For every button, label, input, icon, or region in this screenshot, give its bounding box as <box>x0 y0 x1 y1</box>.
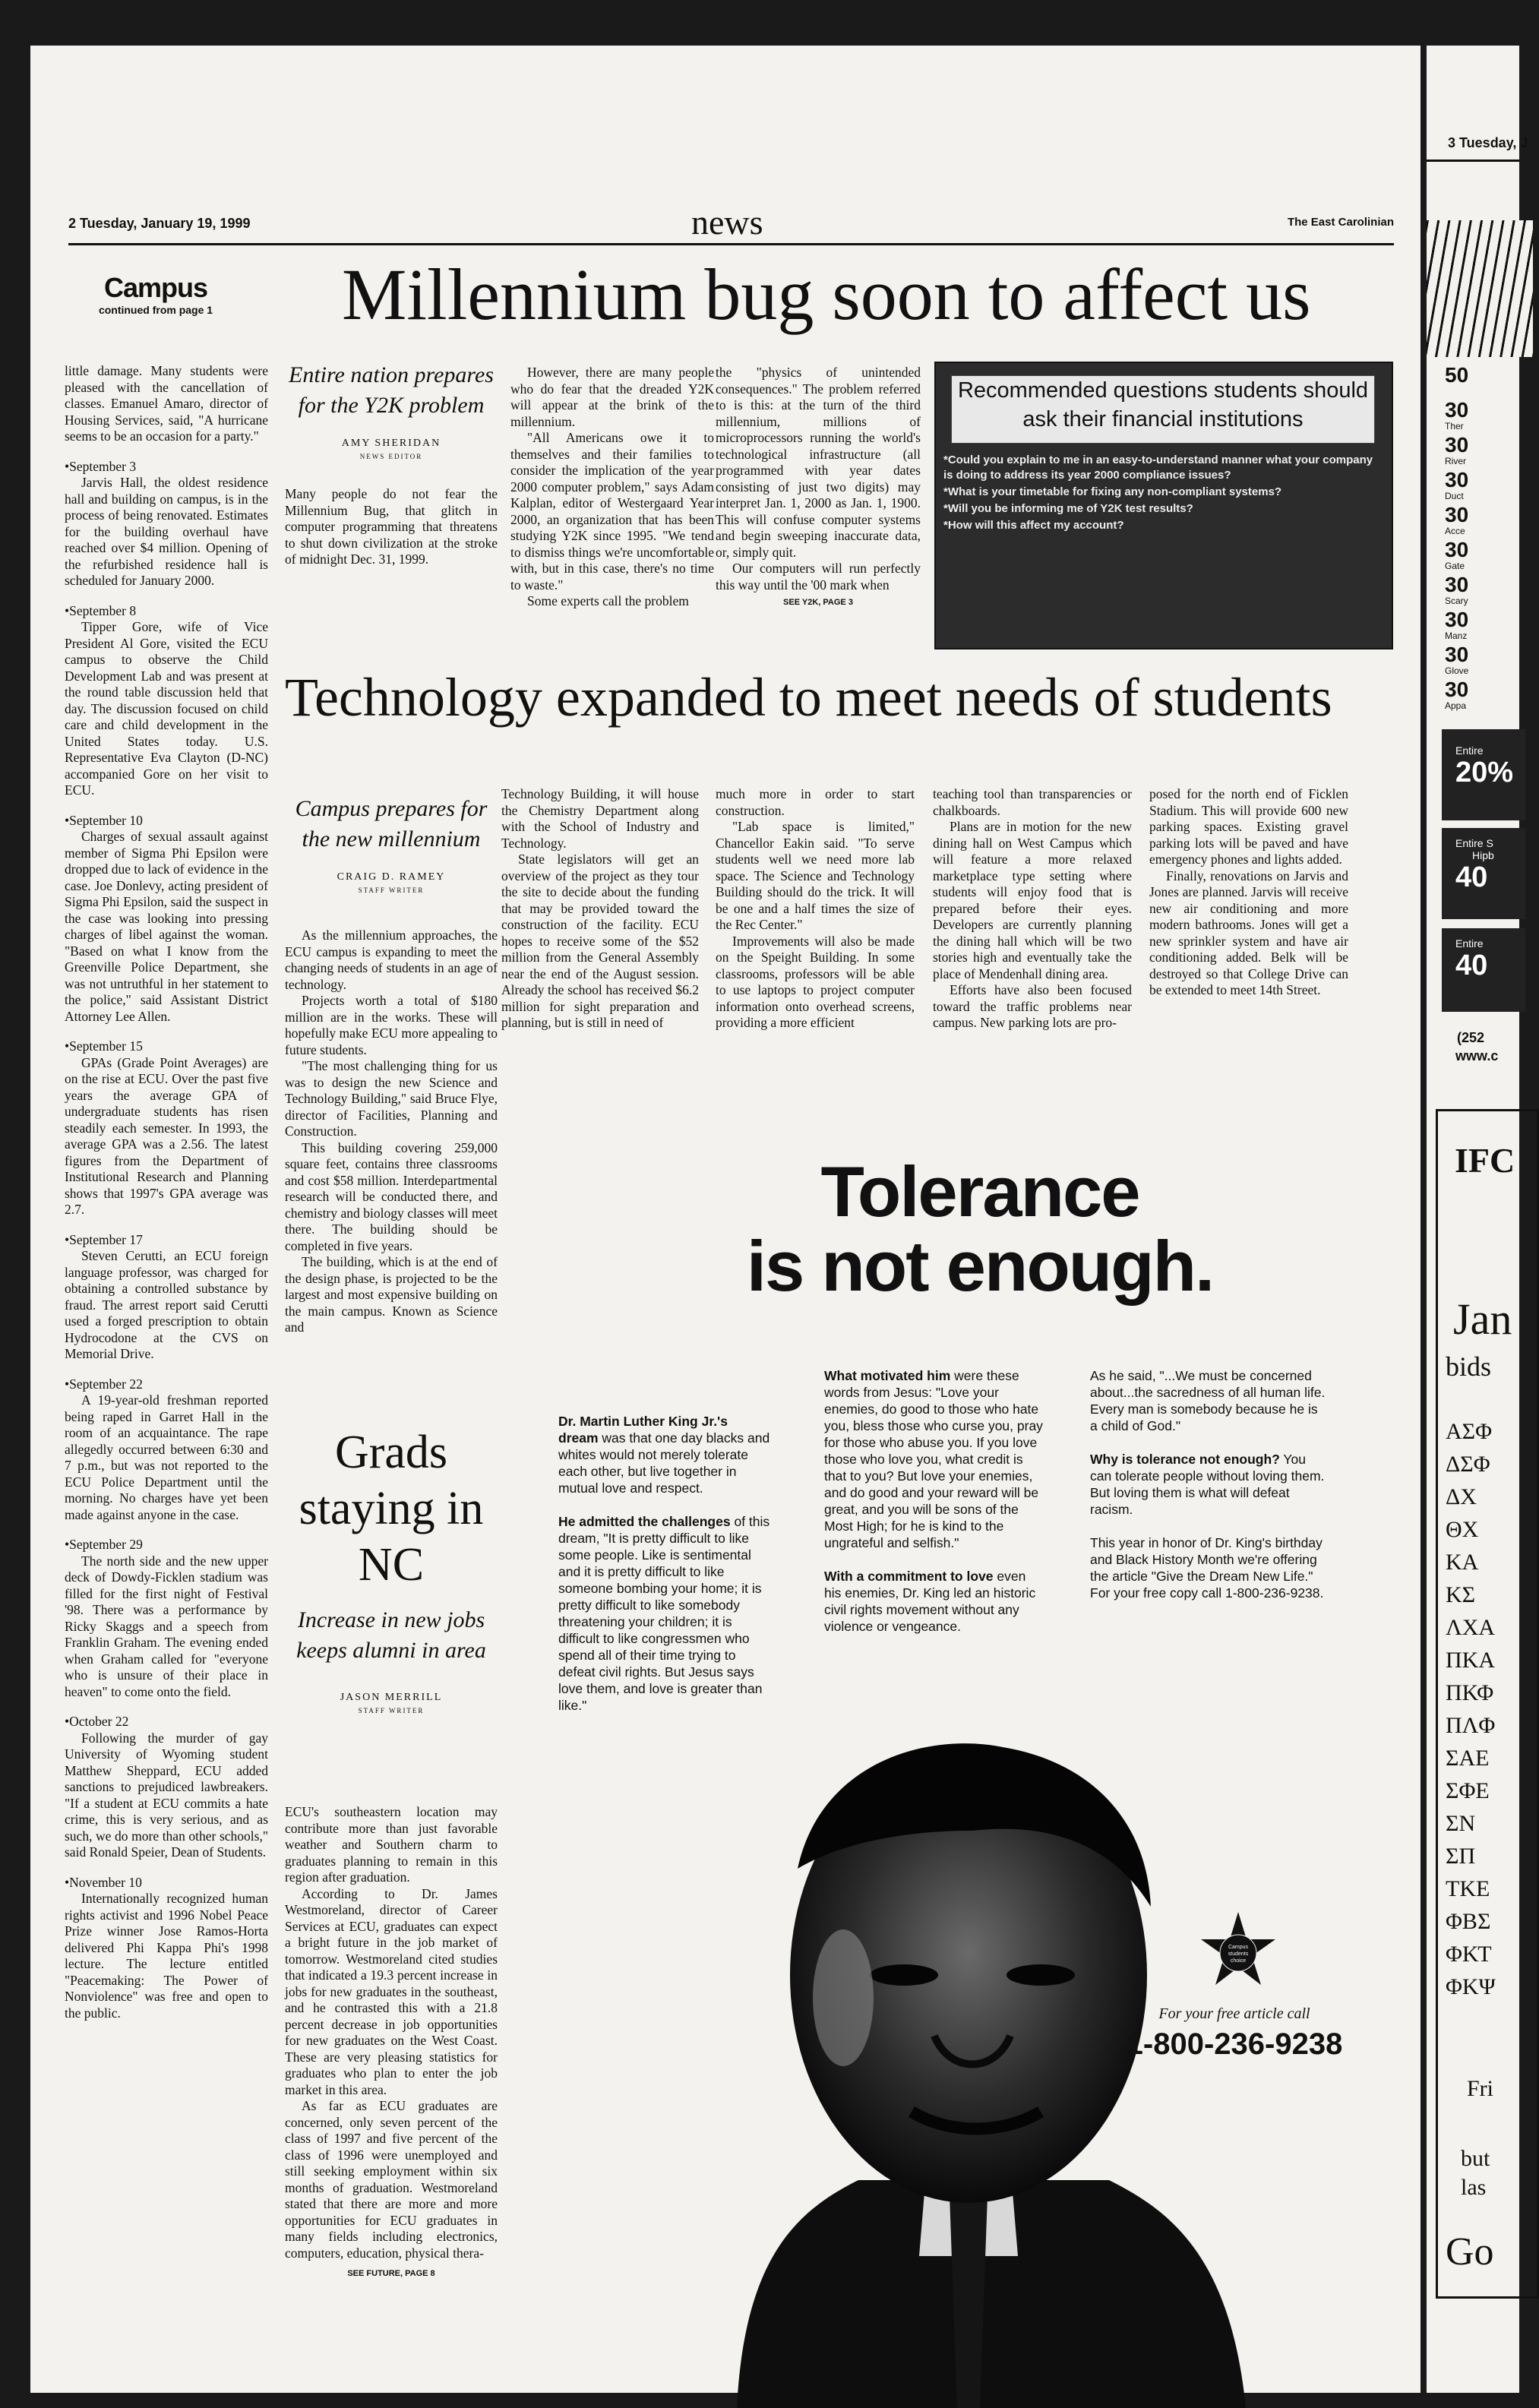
y2k-intro <box>285 360 498 568</box>
greek-chapter: ΚΑ <box>1446 1550 1479 1575</box>
event-date: •September 29 <box>65 1537 143 1552</box>
ad-paragraph <box>1090 1534 1326 1601</box>
ad-phone[interactable]: 1-800-236-9238 <box>1126 2027 1343 2061</box>
ad-paragraph-lead: Dr. Martin Luther King Jr.'s dream <box>558 1414 728 1446</box>
price-label: Glove <box>1445 665 1469 676</box>
y2k-jump[interactable]: SEE Y2K, PAGE 3 <box>783 598 853 607</box>
price-value: 30 <box>1445 643 1469 666</box>
ifc-box: IFC Jan bids ΑΣΦ ΔΣΦ ΔΧ ΘΧ ΚΑ ΚΣ ΛΧΑ ΠΚΑ ΠΚΦ ΠΛΦ ΣΑΕ ΣΦΕ ΣΝ ΣΠ ΤΚΕ ΦΒΣ ΦΚΤ ΦΚΨ Fri but las Go <box>1436 1109 1539 2299</box>
y2k-sidebar <box>934 362 1393 649</box>
price-label: Ther <box>1445 421 1464 431</box>
price-item <box>1445 469 1521 504</box>
campus-students-logo <box>1196 1910 1280 1994</box>
grads-jump[interactable]: SEE FUTURE, PAGE 8 <box>347 2269 435 2278</box>
greek-chapter: ΣΑΕ <box>1446 1746 1490 1771</box>
ad-paragraph <box>824 1367 1044 1551</box>
ad-paragraph-lead: With a commitment to love <box>824 1569 994 1584</box>
campus-column <box>65 363 268 2021</box>
greek-chapter: ΠΚΑ <box>1446 1648 1495 1673</box>
y2k-col2: However, there are many people who do fear that the dreaded Y2K will appear at the brink of the millennium. "All Americans owe it to themselves and their families to consider the implication of the year 2000 computer problem," says Adam Kalplan, editor of Westergaard Year 2000, an organization that has been studying Y2K since 1995. "We tend to dismiss things we're uncomfortable with, but in this case, there's no time to waste." Some experts call the problem <box>510 365 714 608</box>
greek-chapter: ΦΒΣ <box>1446 1909 1491 1934</box>
greek-chapter: ΣΝ <box>1446 1811 1476 1836</box>
campus-subtitle: continued from page 1 <box>98 304 213 316</box>
event-date: •November 10 <box>65 1874 142 1890</box>
greek-chapter: ΤΚΕ <box>1446 1876 1490 1901</box>
price-item <box>1445 644 1521 679</box>
tech-intro <box>285 794 498 1336</box>
ad-col2 <box>824 1367 1044 1651</box>
ad-headline: Tolerance is not enough. <box>746 1152 1214 1306</box>
y2k-col3: the "physics of unintended consequences." The problem referred to is this: at the turn of the third millennium, millions of microprocessors running the world's technological infrastructure (all programmed with year dates consisting of just two digits) may interpret Jan. 1, 2000 as Jan. 1, 1900. This will confuse computer systems and begin sweeping inaccurate data, or, simply quit. Our computers will run perfectly this way until the '00 mark when SEE Y2K, PAGE 3 <box>716 365 921 611</box>
header-date: 2 Tuesday, January 19, 1999 <box>68 216 251 231</box>
event-text: Tipper Gore, wife of Vice President Al Gore, visited the ECU campus to observe the Child Development Lab and was present at the round table discussion held that day. The discussion focused on child care and child development in the United States today. U.S. Representative Eva Clayton (D-NC) accompanied Gore on her visit to ECU. <box>65 619 268 798</box>
greek-chapter: ΔΧ <box>1446 1484 1477 1509</box>
newspaper-page <box>30 46 1420 2393</box>
campus-continued-box <box>49 272 262 316</box>
price-value: 50 <box>1445 363 1469 387</box>
ad-paragraph-text: of this dream, "It is pretty difficult to like some people. Like is sentimental and it is pretty difficult to like someone bombing your home; it is pretty difficult to like somebody threatening your children; it is difficult to like congressmen who spend all of their time trying to defeat civil rights. But Jesus says love them, and love is greater than like." <box>558 1514 770 1713</box>
greek-chapter: ΦΚΤ <box>1446 1942 1492 1967</box>
grads-intro <box>285 1424 498 1714</box>
y2k-headline: Millennium bug soon to affect us <box>342 254 1311 335</box>
ad-paragraph-lead: What motivated him <box>824 1368 951 1383</box>
price-value: 30 <box>1445 433 1469 457</box>
sidebar-item: *What is your timetable for fixing any non-compliant systems? <box>943 485 1282 498</box>
event-text: Charges of sexual assault against member of Sigma Phi Epsilon were dropped due to lack of evidence in the case. Joe Donlevy, acting president of Sigma Phi Epsilon, said the suspect in the case was looking into pressing charges of libel against the woman. "Based on what I know from the Greenville Police Department, she was not untruthful in her statement to the police," said Assistant District Attorney Lee Allen. <box>65 829 268 1024</box>
y2k-role: NEWS EDITOR <box>359 453 423 460</box>
greek-chapter: ΑΣΦ <box>1446 1419 1493 1444</box>
grads-headline: Grads staying in NC <box>299 1427 484 1591</box>
sidebar-list <box>943 453 1384 535</box>
event-date: •September 3 <box>65 458 137 474</box>
tech-role: STAFF WRITER <box>358 886 425 894</box>
greek-chapter: ΘΧ <box>1446 1517 1479 1542</box>
price-value: 30 <box>1445 503 1469 526</box>
event-text: Jarvis Hall, the oldest residence hall and building on campus, is in the process of being renovated. Estimates for the building overhaul have reached over $4 million. Opening of the refurbished residence hall is scheduled for January 2000. <box>65 475 268 588</box>
event-text: little damage. Many students were pleased with the cancellation of classes. Emanuel Amaro, director of Housing Services, said, "A hurricane seems to be an occasion for a party." <box>65 363 268 444</box>
event-text: A 19-year-old freshman reported being raped in Garret Hall in the room of an acquaintance. The rape allegedly occurred between 6:30 and 7 p.m., but was not reported to the ECU Police Department until the morning. No charges have yet been made against anyone in the case. <box>65 1392 268 1522</box>
tech-byline: CRAIG D. RAMEY <box>337 871 446 883</box>
price-item <box>1445 435 1521 469</box>
next-page-header: 3 Tuesday, J <box>1448 135 1528 150</box>
ad-paragraph-text: was that one day blacks and whites would not merely tolerate each other, but live together in mutual love and respect. <box>558 1430 770 1496</box>
tech-subhead: Campus prepares for the new millennium <box>295 796 488 852</box>
contact-phone: (252 <box>1457 1030 1485 1045</box>
price-value: 30 <box>1445 468 1469 491</box>
page-header <box>68 205 1394 245</box>
event-date: •September 22 <box>65 1376 143 1392</box>
event-text: Steven Cerutti, an ECU foreign language professor, was charged for obtaining a controlled substance by fraud. The arrest report said Cerutti used a forged prescription to obtain Hydrocodone at the CVS on Memorial Drive. <box>65 1248 268 1361</box>
greek-chapter: ΣΦΕ <box>1446 1778 1490 1803</box>
promo-box-2: Entire S Hipb 40 <box>1442 828 1525 919</box>
ad-paragraph <box>824 1568 1044 1635</box>
price-label: Appa <box>1445 700 1467 711</box>
price-item <box>1445 504 1521 539</box>
price-value: 30 <box>1445 678 1469 701</box>
grads-byline: JASON MERRILL <box>340 1692 443 1703</box>
ad-border <box>1427 220 1533 357</box>
greek-chapter: ΠΛΦ <box>1446 1713 1496 1738</box>
greek-chapter: ΣΠ <box>1446 1844 1476 1869</box>
price-label: River <box>1445 456 1467 466</box>
price-item <box>1445 609 1521 644</box>
ad-paragraph-text: You can tolerate people without loving them. But loving them is what will defeat racism. <box>1090 1452 1325 1517</box>
tech-col3: much more in order to start construction. "Lab space is limited," Chancellor Eakin said. "To serve students well we need more lab space. The Science and Technology Building should do the trick. It will be one and a half times the size of the Rec Center." Improvements will also be made on the Speight Building. In some classrooms, professors will be able to use laptops to project computer information onto overhead screens, providing a more efficient <box>716 786 915 1030</box>
ad-cta <box>1079 2005 1390 2062</box>
ad-paragraph-lead: Why is tolerance not enough? <box>1090 1452 1280 1467</box>
event-date: •September 8 <box>65 602 137 618</box>
greek-chapter: ΚΣ <box>1446 1582 1476 1607</box>
grads-role: STAFF WRITER <box>358 1707 425 1714</box>
ad-paragraph-text: As he said, "...We must be concerned about...the sacredness of all human life. Every man is somebody because he is a child of God." <box>1090 1368 1326 1433</box>
ad-paragraph <box>1090 1451 1326 1518</box>
y2k-byline: AMY SHERIDAN <box>341 438 441 449</box>
event-date: •September 17 <box>65 1231 143 1247</box>
greek-chapter: ΠΚΦ <box>1446 1680 1494 1705</box>
greek-chapter: ΦΚΨ <box>1446 1974 1496 1999</box>
price-item <box>1445 400 1521 435</box>
ad-paragraph-text: This year in honor of Dr. King's birthday and Black History Month we're offering the article "Give the Dream New Life." For your free copy call 1-800-236-9238. <box>1090 1535 1324 1601</box>
sidebar-item: *How will this affect my account? <box>943 519 1124 532</box>
y2k-col1: Many people do not fear the Millennium Bug, that glitch in computer programming that threatens to shut down civilization at the stroke of midnight Dec. 31, 1999. <box>285 486 498 567</box>
price-value: 30 <box>1445 398 1469 422</box>
greek-chapter: ΛΧΑ <box>1446 1615 1496 1640</box>
greek-chapter: ΔΣΦ <box>1446 1452 1490 1477</box>
free-article-text: For your free article call <box>1158 2005 1310 2022</box>
price-label: Duct <box>1445 491 1464 501</box>
sidebar-item: *Could you explain to me in an easy-to-understand manner what your company is doing to address its year 2000 compliance issues? <box>943 453 1373 482</box>
campus-title: Campus <box>103 272 208 303</box>
price-list <box>1445 365 1521 714</box>
price-label: Gate <box>1445 561 1465 571</box>
event-date: •September 10 <box>65 812 143 828</box>
tech-col1: As the millennium approaches, the ECU campus is expanding to meet the changing needs of students in an age of technology. Projects worth a total of $180 million are in the works. These will hopefully make ECU more appealing to future students. "The most challenging thing for us was to design the new Science and Technology Building," said Bruce Flye, director of Facilities, Planning and Construction. This building covering 259,000 square feet, contains three classrooms and cost $58 million. Interdepartmental research will be conducted there, and chemistry and biology classes will meet there. The building should be completed in five years. The building, which is at the end of the design phase, is projected to be the largest and most expensive building on the main campus. Known as Science and <box>285 927 498 1335</box>
promo-box-1: Entire 20% <box>1442 729 1525 820</box>
greek-list <box>1446 1415 1496 2003</box>
next-page-edge <box>1427 46 1528 2393</box>
contact-web: www.c <box>1455 1048 1499 1063</box>
event-text: Following the murder of gay University of Wyoming student Matthew Sheppard, ECU added sanctions to prejudiced lawbreakers. "If a student at ECU commits a hate crime, this is very serious, and as such, we do more than other schools," said Ronald Speier, Dean of Students. <box>65 1730 268 1860</box>
grads-subhead: Increase in new jobs keeps alumni in area <box>296 1607 486 1663</box>
price-item <box>1445 539 1521 574</box>
tech-col5: posed for the north end of Ficklen Stadium. This will provide 600 new parking spaces. Existing gravel parking lots will be paved and have emergency phones and lights added. Finally, renovations on Jarvis and Jones are planned. Jarvis will receive new air conditioning and more modern bathrooms. Jones will get a new sprinkler system and have air conditioning added. Belk will be destroyed so that College Drive can be extended to meet 14th Street. <box>1149 786 1348 997</box>
y2k-subhead: Entire nation prepares for the Y2K problem <box>289 362 494 418</box>
section-name: news <box>691 203 763 242</box>
tech-headline: Technology expanded to meet needs of students <box>285 667 1332 728</box>
ad-col3 <box>1090 1367 1326 1618</box>
ad-paragraph-text: were these words from Jesus: "Love your enemies, do good to those who hate you, bless those who curse you, pray for those who abuse you. If you love those who love you, what credit is that to you? But love your enemies, and do good and your reward will be great, and you will be sons of the Most High; for he is kind to the ungrateful and selfish." <box>824 1368 1043 1550</box>
sidebar-item: *Will you be informing me of Y2K test results? <box>943 502 1193 515</box>
promo-box-3: Entire 40 <box>1442 928 1525 1012</box>
price-label: Manz <box>1445 630 1468 641</box>
event-text: GPAs (Grade Point Averages) are on the rise at ECU. Over the past five years the average GPA of undergraduate students has risen steadily each semester. In 1993, the average GPA was a 2.56. The latest figures from the Department of Institutional Research and Planning shows that 1997's GPA average was 2.7. <box>65 1054 268 1217</box>
price-value: 30 <box>1445 608 1469 631</box>
price-value: 30 <box>1445 573 1469 596</box>
publication-name: The East Carolinian <box>1287 216 1394 229</box>
price-item <box>1445 365 1521 400</box>
price-label: Scary <box>1445 596 1468 606</box>
event-text: The north side and the new upper deck of Dowdy-Ficklen stadium was filled for the first night of Festival '98. There was a performance by Ricky Skaggs and a speech from Franklin Graham. The evening ended when Graham called for "everyone who is unsure of their place in heaven" to come onto the field. <box>65 1553 268 1699</box>
price-item <box>1445 574 1521 609</box>
price-value: 30 <box>1445 538 1469 561</box>
ad-paragraph <box>1090 1367 1326 1434</box>
ad-paragraph-lead: He admitted the challenges <box>558 1514 731 1529</box>
event-text: Internationally recognized human rights activist and 1996 Nobel Peace Prize winner Jose Ramos-Horta delivered Phi Kappa Phi's 1998 lecture. The lecture entitled "Peacemaking: The Power of Nonviolence" was free and open to the public. <box>65 1891 268 2021</box>
tech-col2: Technology Building, it will house the Chemistry Department along with the School of Industry and Technology. State legislators will get an overview of the project as they tour the site to decide about the funding that may be provided toward the construction of the facility. ECU hopes to receive some of the $52 million from the General Assembly near the end of the August session. Already the school has received $6.2 million for sight preparation and planning, but is still in need of <box>501 786 699 1030</box>
ad-paragraph <box>558 1413 771 1496</box>
ad-paragraph-text: even his enemies, Dr. King led an historic civil rights movement without any violence or vengeance. <box>824 1569 1036 1634</box>
logo-text: Campus students choice <box>1228 1945 1249 1964</box>
grads-col: ECU's southeastern location may contribute more than just favorable weather and Southern charm to graduates planning to remain in this region after graduation. According to Dr. James Westmoreland, director of Career Services at ECU, graduates can expect a bright future in the job market of tomorrow. Westmoreland cited studies that indicated a 19.3 percent increase in jobs for new graduates in the southeast, and he contrasted this with a 21.8 percent decrease in job opportunities for new graduates on the West Coast. These are very pleasing statistics for graduates who plan to enter the job market in this area. As far as ECU graduates are concerned, only seven percent of the class of 1997 and five percent of the class of 1996 were unemployed and still seeking employment within six months of graduation. Westmoreland stated that there are more and more opportunities for ECU graduates in many fields including electronics, computers, education, physical thera- SEE FUTURE, PAGE 8 <box>285 1804 498 2283</box>
tech-col4: teaching tool than transparencies or chalkboards. Plans are in motion for the new dining hall on West Campus which will feature a more relaxed marketplace type setting where students will enjoy food that is prepared before their eyes. Developers are currently planning the dining hall which will be two stories high and eventually take the place of Mendenhall dining area. Efforts have also been focused toward the traffic problems near campus. New parking lots are pro- <box>933 786 1132 1030</box>
event-date: •September 15 <box>65 1038 143 1054</box>
sidebar-title: Recommended questions students should ask their financial institutions <box>951 375 1375 444</box>
price-item <box>1445 679 1521 714</box>
event-date: •October 22 <box>65 1714 129 1729</box>
price-label: Acce <box>1445 526 1465 536</box>
